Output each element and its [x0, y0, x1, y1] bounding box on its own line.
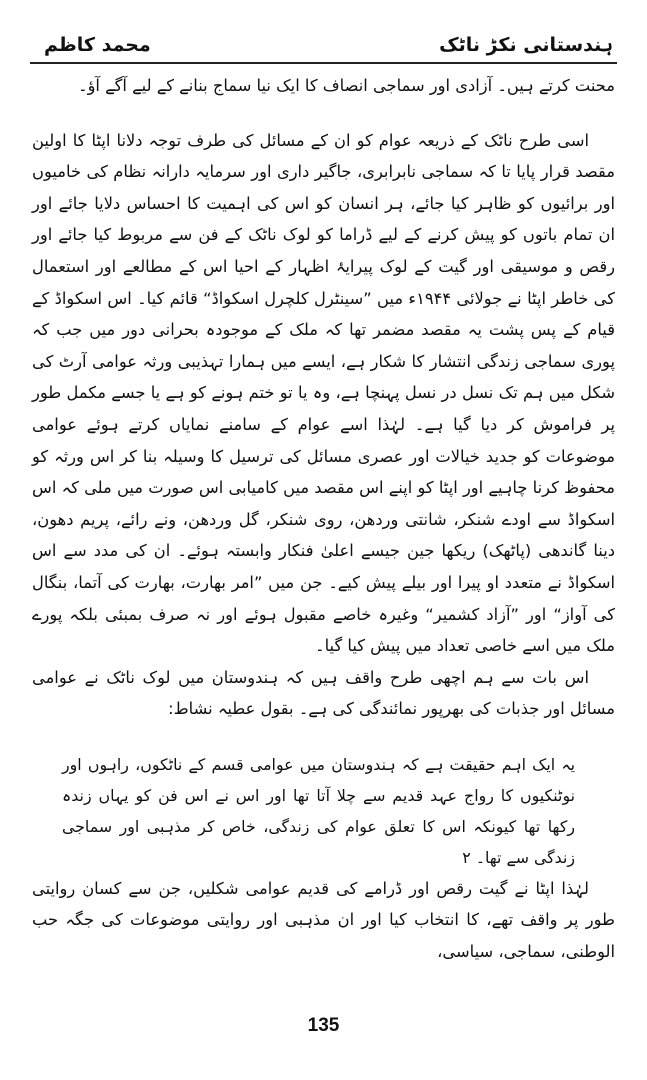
page-body	[32, 70, 615, 968]
running-header	[30, 30, 617, 64]
paragraph: لہٰذا اپٹا نے گیت رقص اور ڈرامے کی قدیم عوامی شکلیں، جن سے کسان روایتی طور پر واقف تھے، کا انتخاب کیا اور ان مذہبی اور روایتی موضوعات کی جگہ حب الوطنی، سماجی، سیاسی،	[32, 878, 615, 962]
author-name: محمد کاظم	[44, 34, 151, 56]
page-number: 135	[307, 1015, 340, 1036]
block-quote: یہ ایک اہم حقیقت ہے کہ ہندوستان میں عوامی قسم کے ناٹکوں، راہوں اور نوٹنکیوں کا رواج عہد قدیم سے چلا آتا تھا اور اس نے اس فن کو یہاں زندہ رکھا تھا کیونکہ اس کا تعلق عوام کی زندگی، خاص کر مذہبی اور سماجی زندگی سے تھا۔ ۲	[62, 754, 575, 867]
paragraph-continued: محنت کرتے ہیں۔ آزادی اور سماجی انصاف کا ایک نیا سماج بنانے کے لیے آگے آؤ۔	[78, 76, 615, 95]
paragraph: اسی طرح ناٹک کے ذریعہ عوام کو ان کے مسائل کی طرف توجہ دلانا اپٹا کا اولین مقصد قرار پایا تا کہ سماجی نابرابری، جاگیر داری اور سرمایہ دارانہ نظام کی خامیوں اور برائیوں کو ظاہر کیا جائے، ہر انسان کو اس کی اہمیت کا احساس دلایا جائے اور ان تمام باتوں کو پیش کرنے کے لیے ڈراما کو لوک ناٹک کے فن سے مربوط کیا جائے اور رقص و موسیقی اور گیت کے لوک پیرایۂ اظہار کے احیا اس کے مطالعے اور استعمال کی خاطر اپٹا نے جولائی ۱۹۴۴ء میں ”سینٹرل کلچرل اسکواڈ“ قائم کیا۔ اس اسکواڈ کے قیام کے پس پشت یہ مقصد مضمر تھا کہ ملک کے موجودہ بحرانی دور میں جب کہ پوری سماجی زندگی انتشار کا شکار ہے، ایسے میں ہمارا تہذیبی ورثہ عوامی آرٹ کی شکل میں ہم تک نسل در نسل پہنچا ہے، وہ یا تو ختم ہونے کو ہے یا جسے مکمل طور پر فراموش کر دیا گیا ہے۔ لہٰذا اسے عوام کے سامنے نمایاں کرتے ہوئے عوامی موضوعات کو جدید خیالات اور عصری مسائل کی ترسیل کا وسیلہ بنا کر اس ورثہ کو محفوظ کرنا چاہیے اور اپٹا کو اپنے اس مقصد میں کامیابی اس صورت میں ملی کہ اس اسکواڈ سے اودے شنکر، شانتی وردھن، روی شنکر، گل وردھن، ونے رائے، پریم دھون، دینا گاندھی (پاٹھک) ریکھا جین جیسے اعلیٰ فنکار وابستہ ہوئے۔ ان کی مدد سے اس اسکواڈ نے متعدد او پیرا اور بیلے پیش کیے۔ جن میں ”امر بھارت، بھارت کی آتما، بنگال کی آواز“ اور ”آزاد کشمیر“ وغیرہ خاصے مقبول ہوئے اور نہ صرف بمبئی بلکہ پورے ملک میں اسے خاصی تعداد میں پیش کیا گیا۔	[32, 130, 615, 656]
paragraph: اس بات سے ہم اچھی طرح واقف ہیں کہ ہندوستان میں لوک ناٹک نے عوامی مسائل اور جذبات کی بھرپور نمائندگی کی ہے۔ بقول عطیہ نشاط:	[32, 667, 615, 719]
book-title: ہندستانی نکڑ ناٹک	[439, 34, 613, 56]
